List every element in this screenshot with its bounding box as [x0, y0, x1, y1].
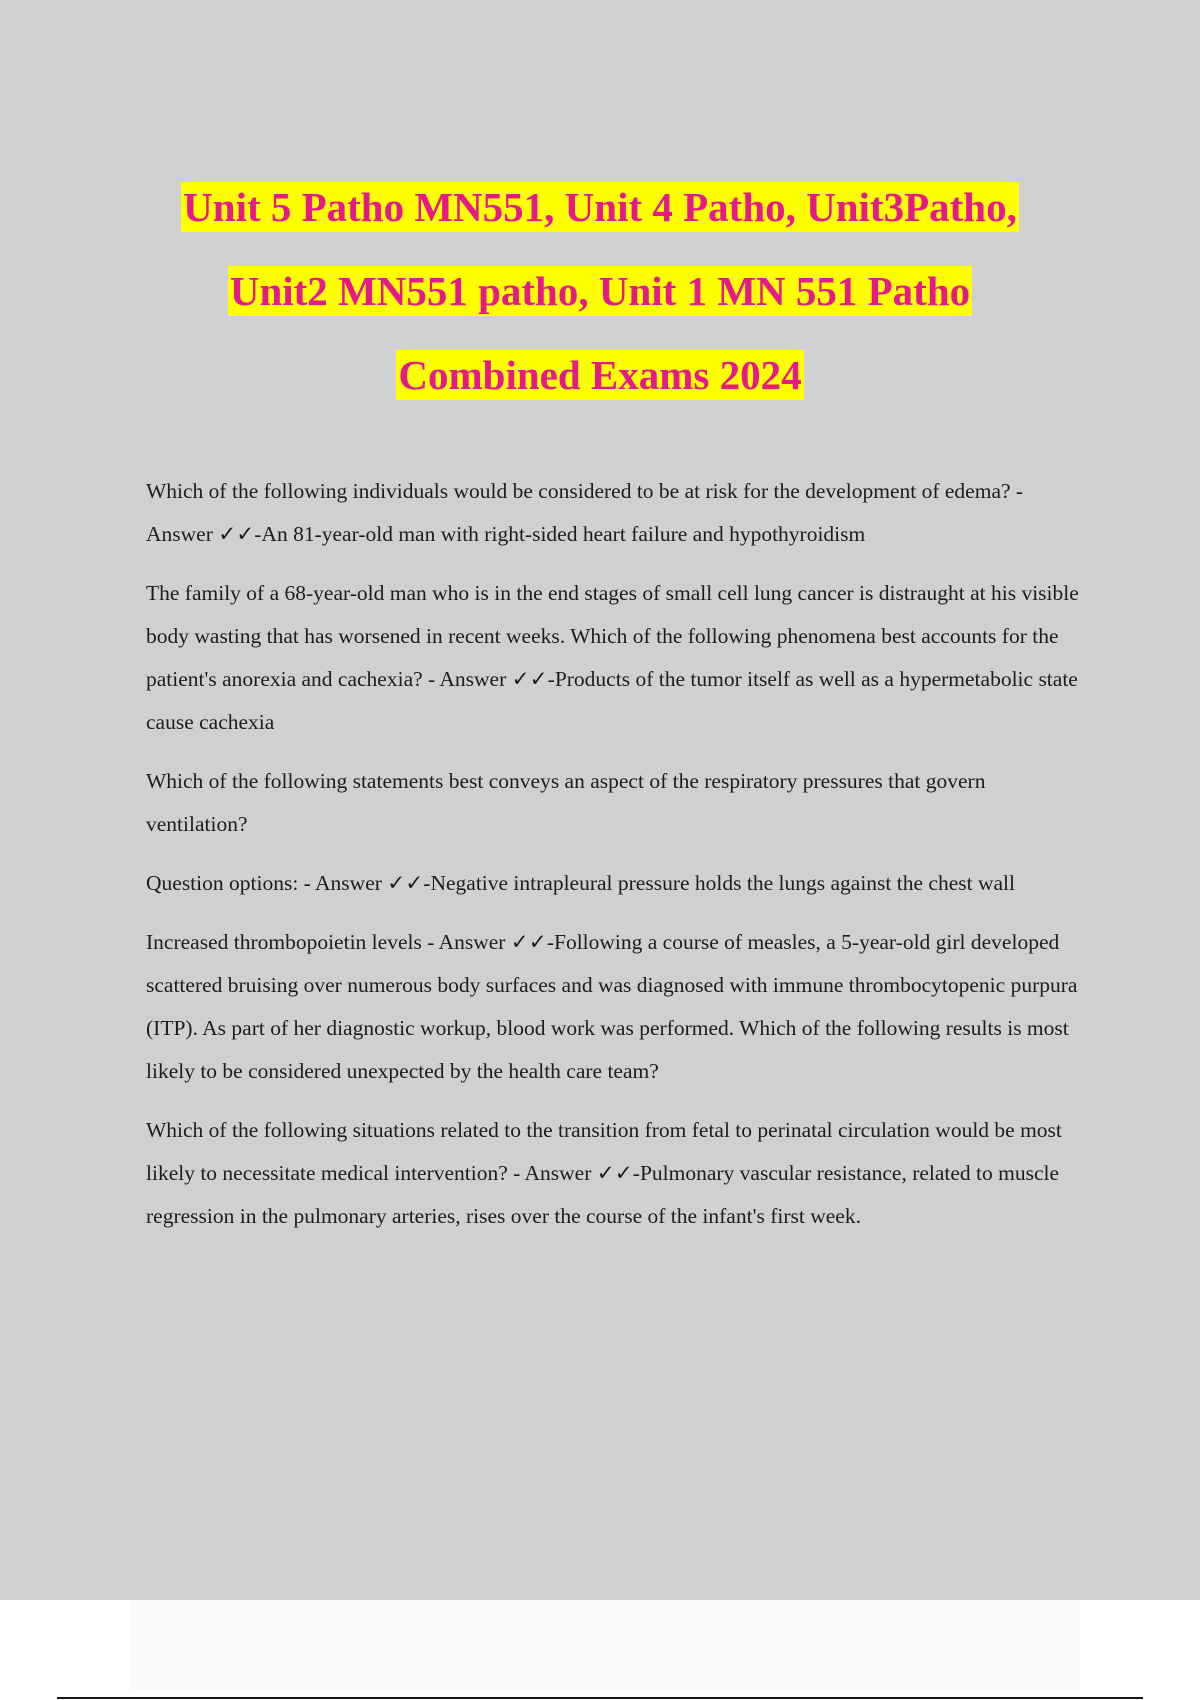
title-line-2-text: Unit2 MN551 patho, Unit 1 MN 551 Patho [229, 268, 971, 314]
question-paragraph-1: Which of the following individuals would be considered to be at risk for the development of edema? - Answer ✓✓-An 81-year-old man with right-sided heart failure and hypothyroidism [146, 479, 1024, 546]
document-body [146, 470, 1081, 1254]
document-title [0, 165, 1200, 417]
title-line-2 [0, 249, 1200, 333]
question-paragraph-2: The family of a 68-year-old man who is in the end stages of small cell lung cancer is distraught at his visible body wasting that has worsened in recent weeks. Which of the following phenomena best accounts for the patient's anorexia and cachexia? - Answer ✓✓-Products of the tumor itself as well as a hypermetabolic state cause cachexia [146, 581, 1079, 734]
title-line-1-text: Unit 5 Patho MN551, Unit 4 Patho, Unit3Patho, [183, 184, 1017, 230]
question-paragraph-5: Increased thrombopoietin levels - Answer ✓✓-Following a course of measles, a 5-year-old girl developed scattered bruising over numerous body surfaces and was diagnosed with immune thrombocytopenic purpura (ITP). As part of her diagnostic workup, blood work was performed. Which of the following results is most likely to be considered unexpected by the health care team? [146, 930, 1078, 1083]
title-line-1 [0, 165, 1200, 249]
page-divider [57, 1697, 1143, 1699]
question-paragraph-6: Which of the following situations related to the transition from fetal to perinatal circulation would be most likely to necessitate medical intervention? - Answer ✓✓-Pulmonary vascular resistance, related to muscle regression in the pulmonary arteries, rises over the course of the infant's first week. [146, 1118, 1062, 1228]
next-page-preview [130, 1600, 1080, 1690]
title-line-3-text: Combined Exams 2024 [398, 352, 802, 398]
question-paragraph-3: Which of the following statements best conveys an aspect of the respiratory pressures that govern ventilation? [146, 769, 986, 836]
title-line-3 [0, 333, 1200, 417]
question-paragraph-4: Question options: - Answer ✓✓-Negative intrapleural pressure holds the lungs against the chest wall [146, 871, 1015, 895]
next-page-area [0, 1600, 1200, 1700]
